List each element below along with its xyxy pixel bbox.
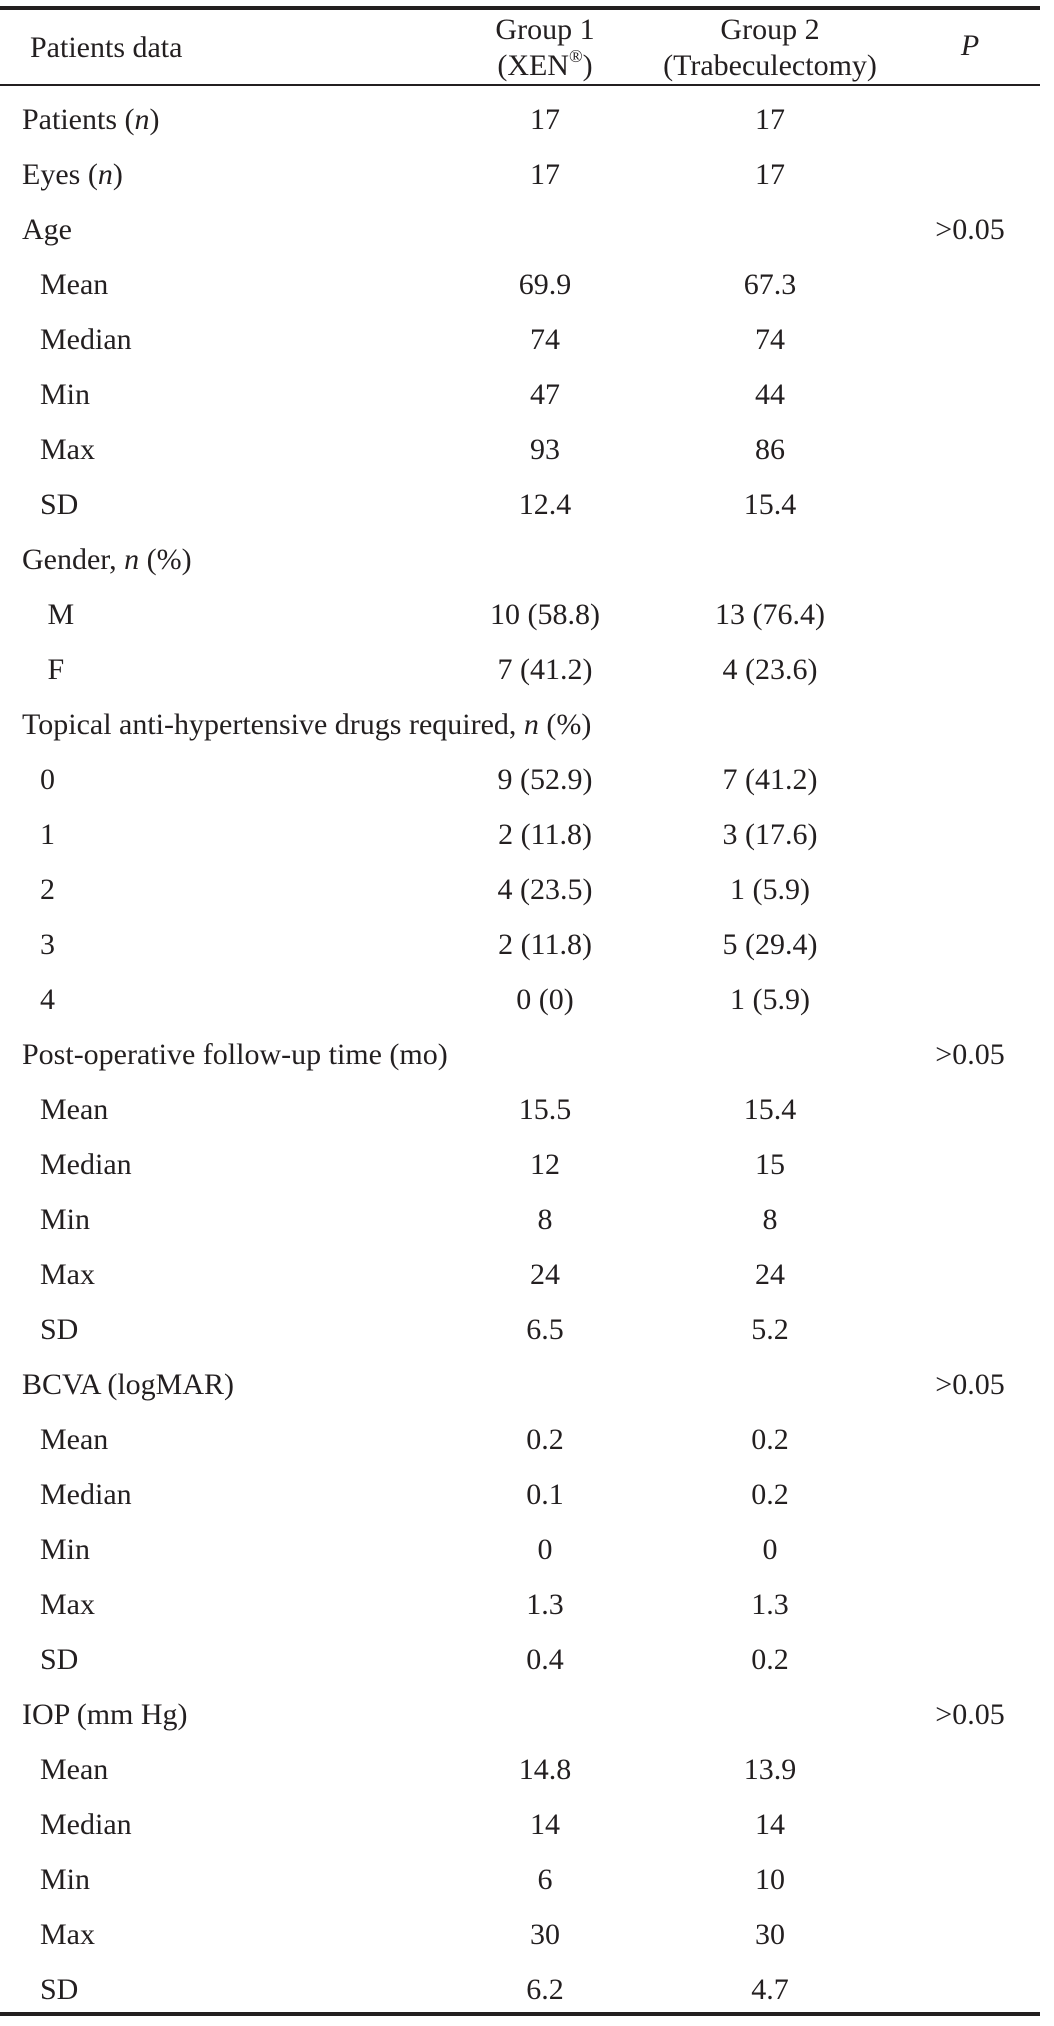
row-label-pre: Mean xyxy=(40,1093,109,1126)
row-label-pre: 2 xyxy=(40,873,55,906)
group-1-value: 69.9 xyxy=(518,268,572,301)
group-1-value: 0.1 xyxy=(526,1478,564,1511)
group-1-value: 6 xyxy=(537,1863,553,1896)
row-label xyxy=(40,1412,108,1467)
row-label xyxy=(40,367,90,422)
group-1-value: 74 xyxy=(530,323,560,356)
table-row xyxy=(0,862,1040,917)
row-label-pre: 4 xyxy=(40,983,55,1016)
row-label-pre: Median xyxy=(40,1808,132,1841)
row-label-pre: 1 xyxy=(40,818,55,851)
table-row xyxy=(0,1137,1040,1192)
group-1-value: 2 (11.8) xyxy=(498,928,592,961)
group-2-value: 1 (5.9) xyxy=(730,873,810,906)
table-row xyxy=(0,1357,1040,1412)
table-row xyxy=(0,1412,1040,1467)
row-label-post: ) xyxy=(112,158,123,191)
table-row xyxy=(0,367,1040,422)
group-2-value: 13 (76.4) xyxy=(715,598,825,631)
row-label-pre: Min xyxy=(40,1863,91,1896)
row-label xyxy=(40,1192,90,1247)
row-label-pre: Min xyxy=(40,378,91,411)
group-1-value: 93 xyxy=(530,433,560,466)
group-1-value: 6.5 xyxy=(526,1313,564,1346)
row-label xyxy=(22,1357,234,1412)
group-2-value: 67.3 xyxy=(743,268,797,301)
row-label-pre: Min xyxy=(40,1533,91,1566)
group-1-value: 1.3 xyxy=(526,1588,564,1621)
row-label xyxy=(40,917,55,972)
group-2-value: 44 xyxy=(755,378,785,411)
table-row xyxy=(0,202,1040,257)
row-label-pre: Median xyxy=(40,1478,132,1511)
table-row xyxy=(0,1522,1040,1577)
row-label xyxy=(40,257,108,312)
header-group-1-title: Group 1 xyxy=(495,13,595,46)
table-row xyxy=(0,1577,1040,1632)
header-rule xyxy=(0,84,1040,86)
row-label xyxy=(40,587,74,642)
row-label xyxy=(40,807,55,862)
row-label xyxy=(40,862,55,917)
group-1-value: 7 (41.2) xyxy=(497,653,593,686)
group-2-value: 15.4 xyxy=(743,1093,797,1126)
table-row xyxy=(0,1797,1040,1852)
group-1-value: 15.5 xyxy=(518,1093,572,1126)
table-row xyxy=(0,752,1040,807)
p-value: >0.05 xyxy=(935,213,1005,246)
p-value: >0.05 xyxy=(935,1038,1005,1071)
group-2-value: 24 xyxy=(755,1258,785,1291)
group-1-value: 6.2 xyxy=(526,1973,564,2006)
group-1-value: 0 (0) xyxy=(516,983,574,1016)
group-1-value: 0.4 xyxy=(526,1643,564,1676)
table-row xyxy=(0,1852,1040,1907)
table-row xyxy=(0,1742,1040,1797)
group-2-value: 4 (23.6) xyxy=(722,653,818,686)
table-row xyxy=(0,972,1040,1027)
group-2-value: 3 (17.6) xyxy=(722,818,818,851)
row-label-pre: Mean xyxy=(40,1423,109,1456)
row-label-it: n xyxy=(523,708,539,741)
table-row xyxy=(0,477,1040,532)
row-label-pre: Patients ( xyxy=(22,103,135,136)
group-2-value: 10 xyxy=(755,1863,785,1896)
header-group-2-subtitle: (Trabeculectomy) xyxy=(663,49,877,82)
row-label-post: (%) xyxy=(139,543,192,576)
group-2-value: 4.7 xyxy=(751,1973,789,2006)
row-label-pre: Median xyxy=(40,1148,132,1181)
table-row xyxy=(0,1962,1040,2017)
header-group-1 xyxy=(440,12,650,84)
row-label-pre: Eyes ( xyxy=(22,158,98,191)
group-1-value: 14.8 xyxy=(518,1753,572,1786)
table-row xyxy=(0,807,1040,862)
group-1-value: 12.4 xyxy=(518,488,572,521)
table-row xyxy=(0,92,1040,147)
row-label xyxy=(22,1027,448,1082)
row-label-pre: SD xyxy=(40,1973,79,2006)
header-group-1-subtitle xyxy=(440,48,650,84)
row-label xyxy=(40,1577,95,1632)
row-label xyxy=(40,1632,78,1687)
table-body xyxy=(0,92,1040,2017)
row-label-pre: Post-operative follow-up time (mo) xyxy=(22,1038,448,1071)
group-1-value: 12 xyxy=(530,1148,560,1181)
group-1-value: 8 xyxy=(537,1203,553,1236)
table-row xyxy=(0,532,1040,587)
row-label-pre: IOP (mm Hg) xyxy=(22,1698,188,1731)
row-label xyxy=(40,972,55,1027)
group-2-value: 30 xyxy=(755,1918,785,1951)
row-label xyxy=(40,477,78,532)
table-row xyxy=(0,1082,1040,1137)
group-1-value: 17 xyxy=(530,158,560,191)
group-2-value: 15.4 xyxy=(743,488,797,521)
row-label xyxy=(22,202,72,257)
row-label xyxy=(40,752,55,807)
registered-mark: ® xyxy=(568,46,583,66)
table-row xyxy=(0,917,1040,972)
row-label-pre: M xyxy=(40,598,75,631)
row-label-pre: Max xyxy=(40,1918,95,1951)
p-value: >0.05 xyxy=(935,1698,1005,1731)
row-label-pre: BCVA (logMAR) xyxy=(22,1368,234,1401)
header-group-2-title: Group 2 xyxy=(720,13,820,46)
row-label xyxy=(40,1137,132,1192)
row-label-pre: F xyxy=(40,653,65,686)
header-group-2 xyxy=(640,12,900,84)
table-row xyxy=(0,587,1040,642)
row-label xyxy=(40,312,132,367)
group-1-value: 2 (11.8) xyxy=(498,818,592,851)
group-2-value: 5 (29.4) xyxy=(722,928,818,961)
row-label-pre: Max xyxy=(40,1588,95,1621)
row-label xyxy=(40,1742,108,1797)
row-label-pre: Age xyxy=(22,213,72,246)
table-row xyxy=(0,1687,1040,1742)
row-label-pre: SD xyxy=(40,1643,79,1676)
group-2-value: 8 xyxy=(762,1203,778,1236)
row-label xyxy=(40,422,95,477)
bottom-rule xyxy=(0,2012,1040,2016)
group-2-value: 0.2 xyxy=(751,1478,789,1511)
group-1-value: 14 xyxy=(530,1808,560,1841)
row-label xyxy=(40,1522,90,1577)
table-row xyxy=(0,1467,1040,1522)
row-label-pre: 0 xyxy=(40,763,55,796)
row-label xyxy=(22,92,160,147)
header-patients-data: Patients data xyxy=(30,31,183,64)
table-row xyxy=(0,257,1040,312)
group-1-value: 4 (23.5) xyxy=(497,873,593,906)
group-1-value: 10 (58.8) xyxy=(490,598,600,631)
row-label xyxy=(40,1247,95,1302)
group-1-value: 0.2 xyxy=(526,1423,564,1456)
group-2-value: 14 xyxy=(755,1808,785,1841)
group-1-value: 47 xyxy=(530,378,560,411)
row-label xyxy=(22,697,591,752)
group-1-value: 9 (52.9) xyxy=(497,763,593,796)
row-label-post: ) xyxy=(149,103,160,136)
group-2-value: 15 xyxy=(755,1148,785,1181)
p-value: >0.05 xyxy=(935,1368,1005,1401)
table-row xyxy=(0,422,1040,477)
group-2-value: 0.2 xyxy=(751,1423,789,1456)
row-label-pre: SD xyxy=(40,1313,79,1346)
row-label xyxy=(40,1907,95,1962)
table-row xyxy=(0,1027,1040,1082)
group-2-value: 7 (41.2) xyxy=(722,763,818,796)
table-row xyxy=(0,1907,1040,1962)
table-row xyxy=(0,312,1040,367)
header-group-1-subtitle-close: ) xyxy=(582,49,593,82)
group-2-value: 13.9 xyxy=(743,1753,797,1786)
group-2-value: 17 xyxy=(755,158,785,191)
row-label-pre: 3 xyxy=(40,928,55,961)
row-label-pre: Mean xyxy=(40,268,109,301)
row-label xyxy=(40,1962,78,2017)
row-label xyxy=(40,642,64,697)
row-label-it: n xyxy=(97,158,113,191)
row-label xyxy=(40,1797,132,1852)
group-2-value: 1.3 xyxy=(751,1588,789,1621)
table-row xyxy=(0,697,1040,752)
table-row xyxy=(0,147,1040,202)
row-label-pre: Max xyxy=(40,1258,95,1291)
row-label-pre: Mean xyxy=(40,1753,109,1786)
row-label xyxy=(40,1467,132,1522)
group-2-value: 5.2 xyxy=(751,1313,789,1346)
row-label xyxy=(22,532,192,587)
group-2-value: 74 xyxy=(755,323,785,356)
row-label-pre: Topical anti-hypertensive drugs required, xyxy=(22,708,524,741)
row-label xyxy=(40,1302,78,1357)
row-label xyxy=(22,1687,188,1742)
row-label-post: (%) xyxy=(538,708,592,741)
group-2-value: 0 xyxy=(762,1533,778,1566)
group-2-value: 1 (5.9) xyxy=(730,983,810,1016)
row-label xyxy=(40,1082,108,1137)
group-2-value: 17 xyxy=(755,103,785,136)
table-row xyxy=(0,642,1040,697)
group-1-value: 30 xyxy=(530,1918,560,1951)
row-label-pre: Min xyxy=(40,1203,91,1236)
table-header xyxy=(0,10,1040,84)
row-label-it: n xyxy=(124,543,140,576)
row-label-pre: Median xyxy=(40,323,132,356)
group-1-value: 17 xyxy=(530,103,560,136)
row-label xyxy=(22,147,123,202)
row-label-it: n xyxy=(134,103,150,136)
row-label-pre: Gender, xyxy=(22,543,125,576)
row-label-pre: Max xyxy=(40,433,95,466)
header-group-1-subtitle-text: (XEN xyxy=(497,49,569,82)
table-row xyxy=(0,1192,1040,1247)
table-row xyxy=(0,1247,1040,1302)
group-1-value: 24 xyxy=(530,1258,560,1291)
table-row xyxy=(0,1302,1040,1357)
row-label-pre: SD xyxy=(40,488,79,521)
group-2-value: 86 xyxy=(755,433,785,466)
header-p-value: P xyxy=(960,29,980,62)
table-row xyxy=(0,1632,1040,1687)
row-label xyxy=(40,1852,90,1907)
group-2-value: 0.2 xyxy=(751,1643,789,1676)
group-1-value: 0 xyxy=(537,1533,553,1566)
